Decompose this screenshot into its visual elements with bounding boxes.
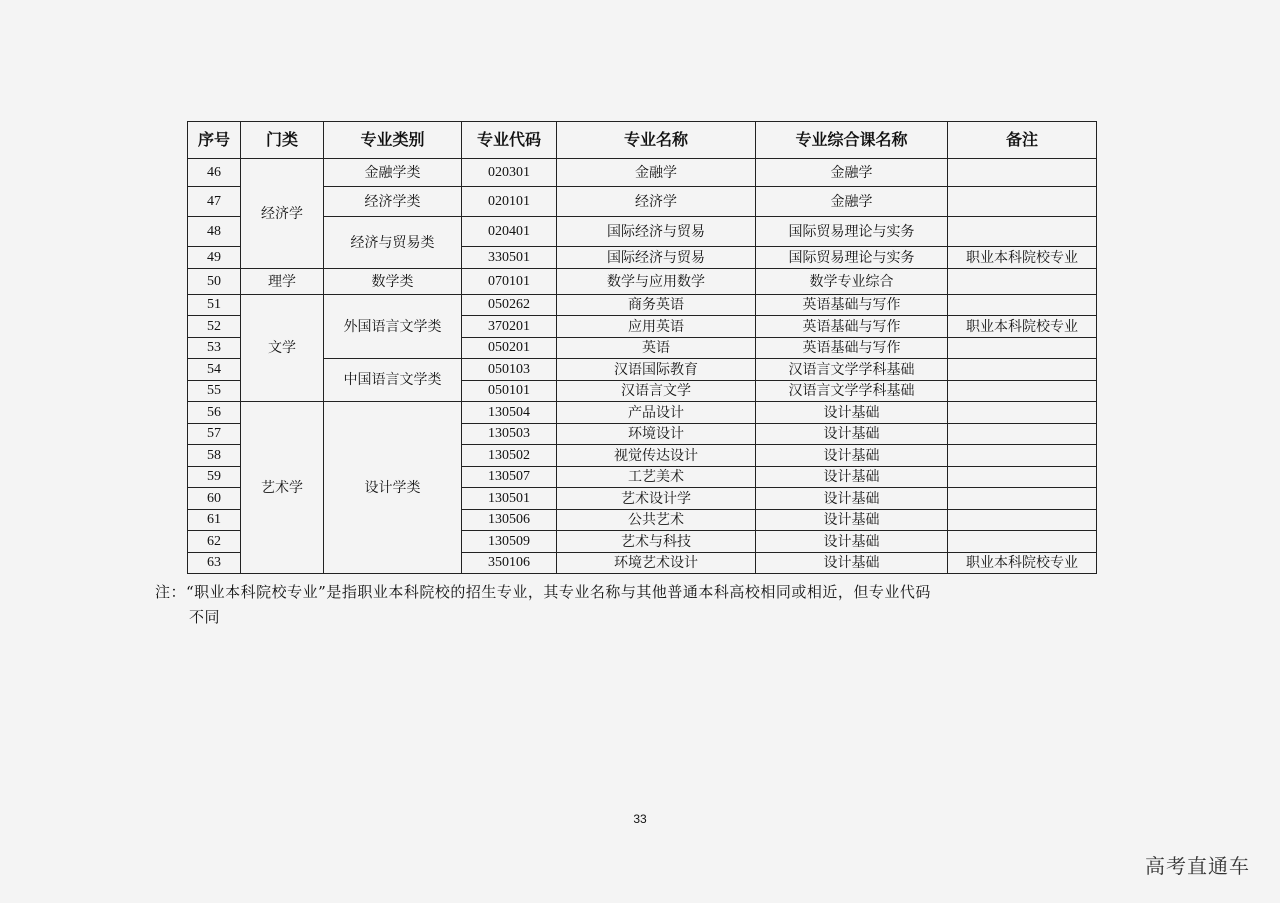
header-code: 专业代码	[462, 122, 557, 159]
note-cell	[948, 381, 1097, 402]
header-field: 门类	[241, 122, 324, 159]
course-cell: 国际贸易理论与实务	[756, 217, 948, 247]
major-cell: 商务英语	[557, 295, 756, 316]
watermark-text: 高考直通车	[1145, 854, 1250, 878]
page-number: 33	[633, 812, 647, 826]
row-no: 56	[188, 402, 241, 424]
major-cell: 汉语言文学	[557, 381, 756, 402]
category-cell: 经济与贸易类	[324, 217, 462, 269]
note-cell	[948, 159, 1097, 187]
course-cell: 数学专业综合	[756, 269, 948, 295]
major-cell: 艺术与科技	[557, 531, 756, 553]
code-cell: 130501	[462, 488, 557, 510]
row-no: 59	[188, 467, 241, 488]
code-cell: 130504	[462, 402, 557, 424]
header-category: 专业类别	[324, 122, 462, 159]
note-cell: 职业本科院校专业	[948, 316, 1097, 338]
major-cell: 数学与应用数学	[557, 269, 756, 295]
note-cell	[948, 402, 1097, 424]
code-cell: 130507	[462, 467, 557, 488]
note-cell	[948, 217, 1097, 247]
note-cell	[948, 510, 1097, 531]
major-cell: 国际经济与贸易	[557, 217, 756, 247]
note-cell	[948, 445, 1097, 467]
code-cell: 070101	[462, 269, 557, 295]
table-row	[188, 159, 1097, 187]
code-cell: 130503	[462, 424, 557, 445]
code-cell: 130502	[462, 445, 557, 467]
code-cell: 130509	[462, 531, 557, 553]
category-cell: 金融学类	[324, 159, 462, 187]
field-cell: 艺术学	[241, 402, 324, 574]
major-cell: 产品设计	[557, 402, 756, 424]
major-cell: 环境设计	[557, 424, 756, 445]
category-cell: 数学类	[324, 269, 462, 295]
code-cell: 050201	[462, 338, 557, 359]
category-cell: 中国语言文学类	[324, 359, 462, 402]
major-cell: 国际经济与贸易	[557, 247, 756, 269]
row-no: 55	[188, 381, 241, 402]
code-cell: 330501	[462, 247, 557, 269]
code-cell: 130506	[462, 510, 557, 531]
note-cell	[948, 338, 1097, 359]
major-cell: 英语	[557, 338, 756, 359]
majors-table	[187, 121, 1097, 574]
code-cell: 350106	[462, 553, 557, 574]
row-no: 48	[188, 217, 241, 247]
code-cell: 050101	[462, 381, 557, 402]
note-cell	[948, 467, 1097, 488]
course-cell: 英语基础与写作	[756, 295, 948, 316]
note-cell	[948, 424, 1097, 445]
row-no: 50	[188, 269, 241, 295]
major-cell: 环境艺术设计	[557, 553, 756, 574]
course-cell: 汉语言文学学科基础	[756, 381, 948, 402]
row-no: 46	[188, 159, 241, 187]
course-cell: 设计基础	[756, 402, 948, 424]
header-note: 备注	[948, 122, 1097, 159]
major-cell: 公共艺术	[557, 510, 756, 531]
course-cell: 汉语言文学学科基础	[756, 359, 948, 381]
course-cell: 国际贸易理论与实务	[756, 247, 948, 269]
row-no: 57	[188, 424, 241, 445]
code-cell: 020401	[462, 217, 557, 247]
course-cell: 英语基础与写作	[756, 338, 948, 359]
major-cell: 应用英语	[557, 316, 756, 338]
row-no: 52	[188, 316, 241, 338]
table-row	[188, 187, 1097, 217]
row-no: 47	[188, 187, 241, 217]
table-row	[188, 269, 1097, 295]
note-cell	[948, 359, 1097, 381]
course-cell: 设计基础	[756, 424, 948, 445]
major-cell: 视觉传达设计	[557, 445, 756, 467]
course-cell: 金融学	[756, 187, 948, 217]
table-row	[188, 402, 1097, 424]
major-cell: 金融学	[557, 159, 756, 187]
footnote-line-1: 注：“职业本科院校专业”是指职业本科院校的招生专业，其专业名称与其他普通本科高校相同或相近，但专业代码	[155, 583, 931, 601]
category-cell: 设计学类	[324, 402, 462, 574]
footnote	[155, 580, 1090, 630]
course-cell: 设计基础	[756, 553, 948, 574]
code-cell: 370201	[462, 316, 557, 338]
table-row	[188, 217, 1097, 247]
course-cell: 英语基础与写作	[756, 316, 948, 338]
code-cell: 050103	[462, 359, 557, 381]
major-cell: 工艺美术	[557, 467, 756, 488]
row-no: 58	[188, 445, 241, 467]
code-cell: 050262	[462, 295, 557, 316]
note-cell	[948, 295, 1097, 316]
row-no: 62	[188, 531, 241, 553]
course-cell: 设计基础	[756, 510, 948, 531]
row-no: 60	[188, 488, 241, 510]
header-course: 专业综合课名称	[756, 122, 948, 159]
category-cell: 外国语言文学类	[324, 295, 462, 359]
table-row	[188, 359, 1097, 381]
table-header-row	[188, 122, 1097, 159]
row-no: 61	[188, 510, 241, 531]
code-cell: 020301	[462, 159, 557, 187]
row-no: 49	[188, 247, 241, 269]
major-cell: 经济学	[557, 187, 756, 217]
field-cell: 文学	[241, 295, 324, 402]
field-cell: 理学	[241, 269, 324, 295]
course-cell: 设计基础	[756, 488, 948, 510]
row-no: 53	[188, 338, 241, 359]
major-cell: 汉语国际教育	[557, 359, 756, 381]
note-cell: 职业本科院校专业	[948, 553, 1097, 574]
row-no: 51	[188, 295, 241, 316]
row-no: 63	[188, 553, 241, 574]
row-no: 54	[188, 359, 241, 381]
table-row	[188, 295, 1097, 316]
course-cell: 设计基础	[756, 531, 948, 553]
major-cell: 艺术设计学	[557, 488, 756, 510]
course-cell: 金融学	[756, 159, 948, 187]
course-cell: 设计基础	[756, 445, 948, 467]
note-cell	[948, 531, 1097, 553]
note-cell: 职业本科院校专业	[948, 247, 1097, 269]
header-no: 序号	[188, 122, 241, 159]
header-major: 专业名称	[557, 122, 756, 159]
field-cell: 经济学	[241, 159, 324, 269]
footnote-line-2: 不同	[189, 608, 221, 626]
note-cell	[948, 269, 1097, 295]
note-cell	[948, 187, 1097, 217]
category-cell: 经济学类	[324, 187, 462, 217]
course-cell: 设计基础	[756, 467, 948, 488]
note-cell	[948, 488, 1097, 510]
code-cell: 020101	[462, 187, 557, 217]
